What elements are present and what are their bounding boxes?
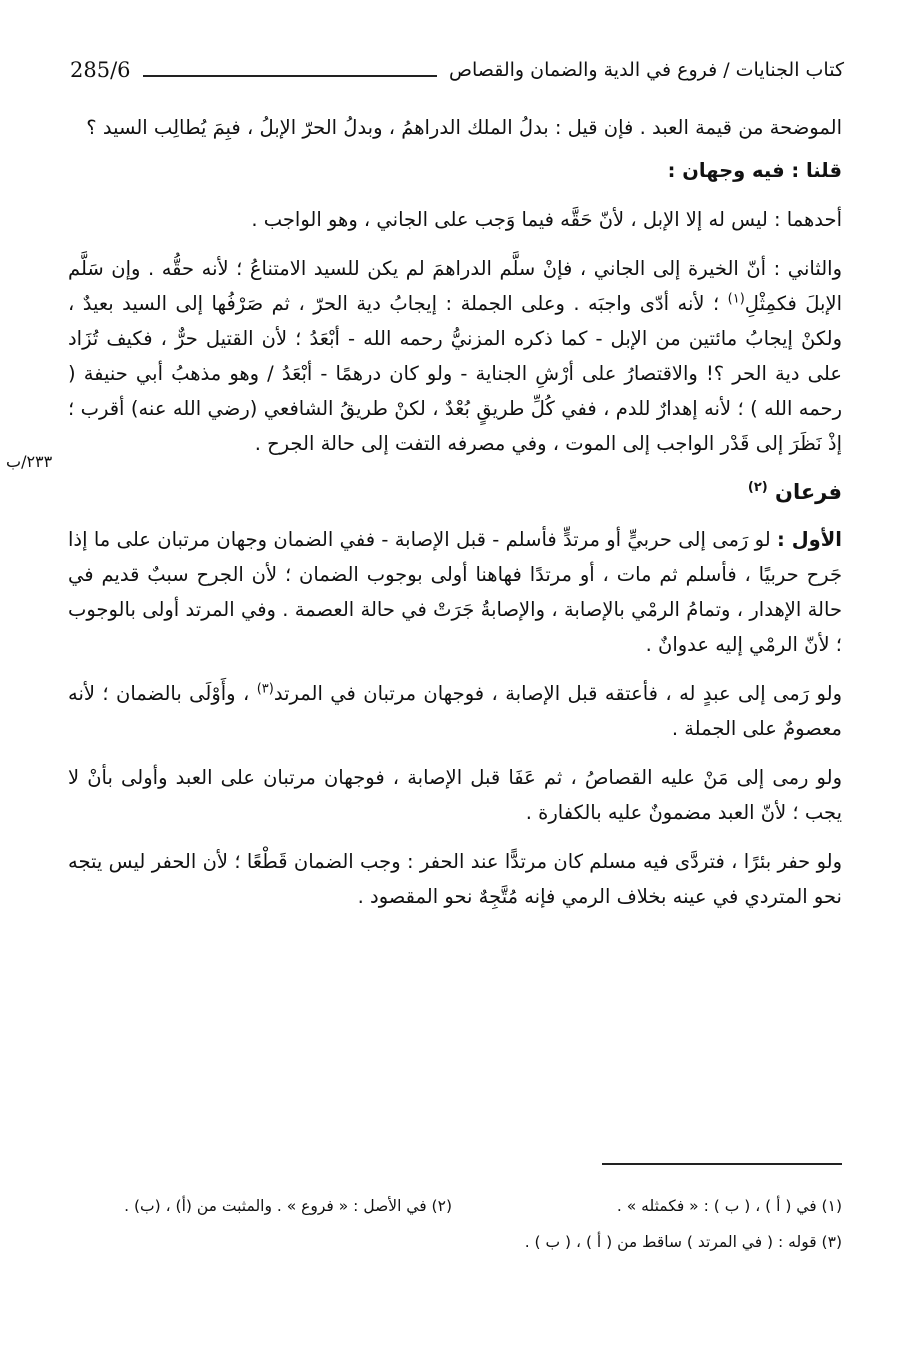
- item-lead: الأول :: [777, 528, 842, 551]
- footnote-divider: [602, 1163, 842, 1165]
- paragraph: [68, 251, 842, 461]
- paragraph: ولو رمى إلى مَنْ عليه القصاصُ ، ثم عَفَا قبل الإصابة ، فوجهان مرتبان على العبد وأولى بأنْ لا يجب ؛ لأنّ العبد مضمونٌ عليه بالكفارة .: [68, 766, 842, 824]
- paragraph: الموضحة من قيمة العبد . فإن قيل : بدلُ الملك الدراهمُ ، وبدلُ الحرّ الإبلُ ، فبِمَ يُطالِب السيد ؟: [86, 116, 842, 139]
- paragraph: ولو حفر بئرًا ، فتردَّى فيه مسلم كان مرتدًّا عند الحفر : وجب الضمان قَطْعًا ؛ لأن الحفر ليس يتجه نحو المتردي في عينه بخلاف الرمي فإنه مُتَّجِهٌ نحو المقصود .: [68, 850, 842, 908]
- paragraph: أحدهما : ليس له إلا الإبل ، لأنّ حَقَّه فيما وَجب على الجاني ، وهو الواجب .: [251, 208, 842, 231]
- paragraph: [68, 153, 842, 188]
- paragraph-text: ولو رَمى إلى عبدٍ له ، فأعتقه قبل الإصابة ، فوجهان مرتبان في المرتد: [273, 682, 842, 705]
- paragraph-text: والثاني : أنّ الخيرة إلى الجاني ، فإنْ سلَّم الدراهمَ لم يكن للسيد الامتناعُ ؛ لأنه حقُّه . وإن سَلَّم الإبلَ فكمِثْلِ: [68, 257, 843, 315]
- page-number: 285/6: [70, 58, 131, 82]
- answer-text: قلنا : فيه وجهان :: [667, 159, 842, 182]
- footnote-1: (١) في ( أ ) ، ( ب ) : « فكمثله » .: [616, 1197, 842, 1215]
- header-rule: [143, 75, 437, 77]
- footnote-3: (٣) قوله : ( في المرتد ) ساقط من ( أ ) ، ( ب ) .: [524, 1233, 842, 1251]
- footnote-ref: (٢): [747, 480, 768, 495]
- running-title: كتاب الجنايات / فروع في الدية والضمان والقصاص: [448, 59, 844, 81]
- paragraph-text: لو رَمى إلى حربيٍّ أو مرتدٍّ فأسلم - قبل الإصابة - ففي الضمان وجهان مرتبان على ما إذا جَرح حربيًا ، فأسلم ثم مات ، أو مرتدًا فهاهنا أولى بوجوب الضمان ؛ لأن الجرح سببٌ قديم في حالة الإهدار ، وتمامُ الرمْي بالإصابة ، والإصابةُ جَرَتْ في حالة العصمة . وفي المرتد أولى بالوجوب ؛ لأنّ الرمْي إليه عدوانٌ .: [68, 528, 842, 656]
- running-header: [70, 50, 844, 90]
- footnote-row: [68, 1188, 842, 1224]
- paragraph-text: ، وأَوْلَى بالضمان ؛ لأنه معصومٌ على الجملة .: [68, 682, 842, 740]
- footnote-ref: (١): [727, 291, 745, 307]
- manuscript-folio-note: ٢٣٣/ب: [6, 452, 53, 471]
- footnote-row: [68, 1224, 842, 1260]
- footnote-2: (٢) في الأصل : « فروع » . والمثبت من (أ) ، (ب) .: [124, 1197, 452, 1215]
- footnote-ref: (٣): [256, 681, 274, 697]
- section-heading: [68, 475, 842, 510]
- heading-text: فرعان: [775, 480, 842, 504]
- footnotes: [68, 1188, 842, 1260]
- paragraph-text: ؛ لأنه أدّى واجبَه . وعلى الجملة : إيجابُ دية الحرّ ، ثم صَرْفُها إلى السيد بعيدٌ ، ولكنْ إيجابُ مائتين من الإبل - كما ذكره المزنيُّ رحمه الله - أبْعَدُ ؛ لأن القتيل حرٌّ ، فكيف تُزَاد على دية الحر ؟! والاقتصارُ على أرْشِ الجناية - ولو كان درهمًا - أبْعَدُ / وهو مذهبُ أبي حنيفة ( رحمه الله ) ؛ لأنه إهدارٌ للدم ، ففي كُلِّ طريقٍ بُعْدٌ ، لكنْ طريقُ الشافعي (رضي الله عنه) أقرب ؛ إذْ نَظَرَ إلى قَدْر الواجب إلى الموت ، وفي مصرفه التفت إلى حالة الجرح .: [68, 292, 842, 455]
- paragraph: [68, 676, 842, 746]
- main-text: [68, 110, 842, 928]
- paragraph: [68, 522, 842, 662]
